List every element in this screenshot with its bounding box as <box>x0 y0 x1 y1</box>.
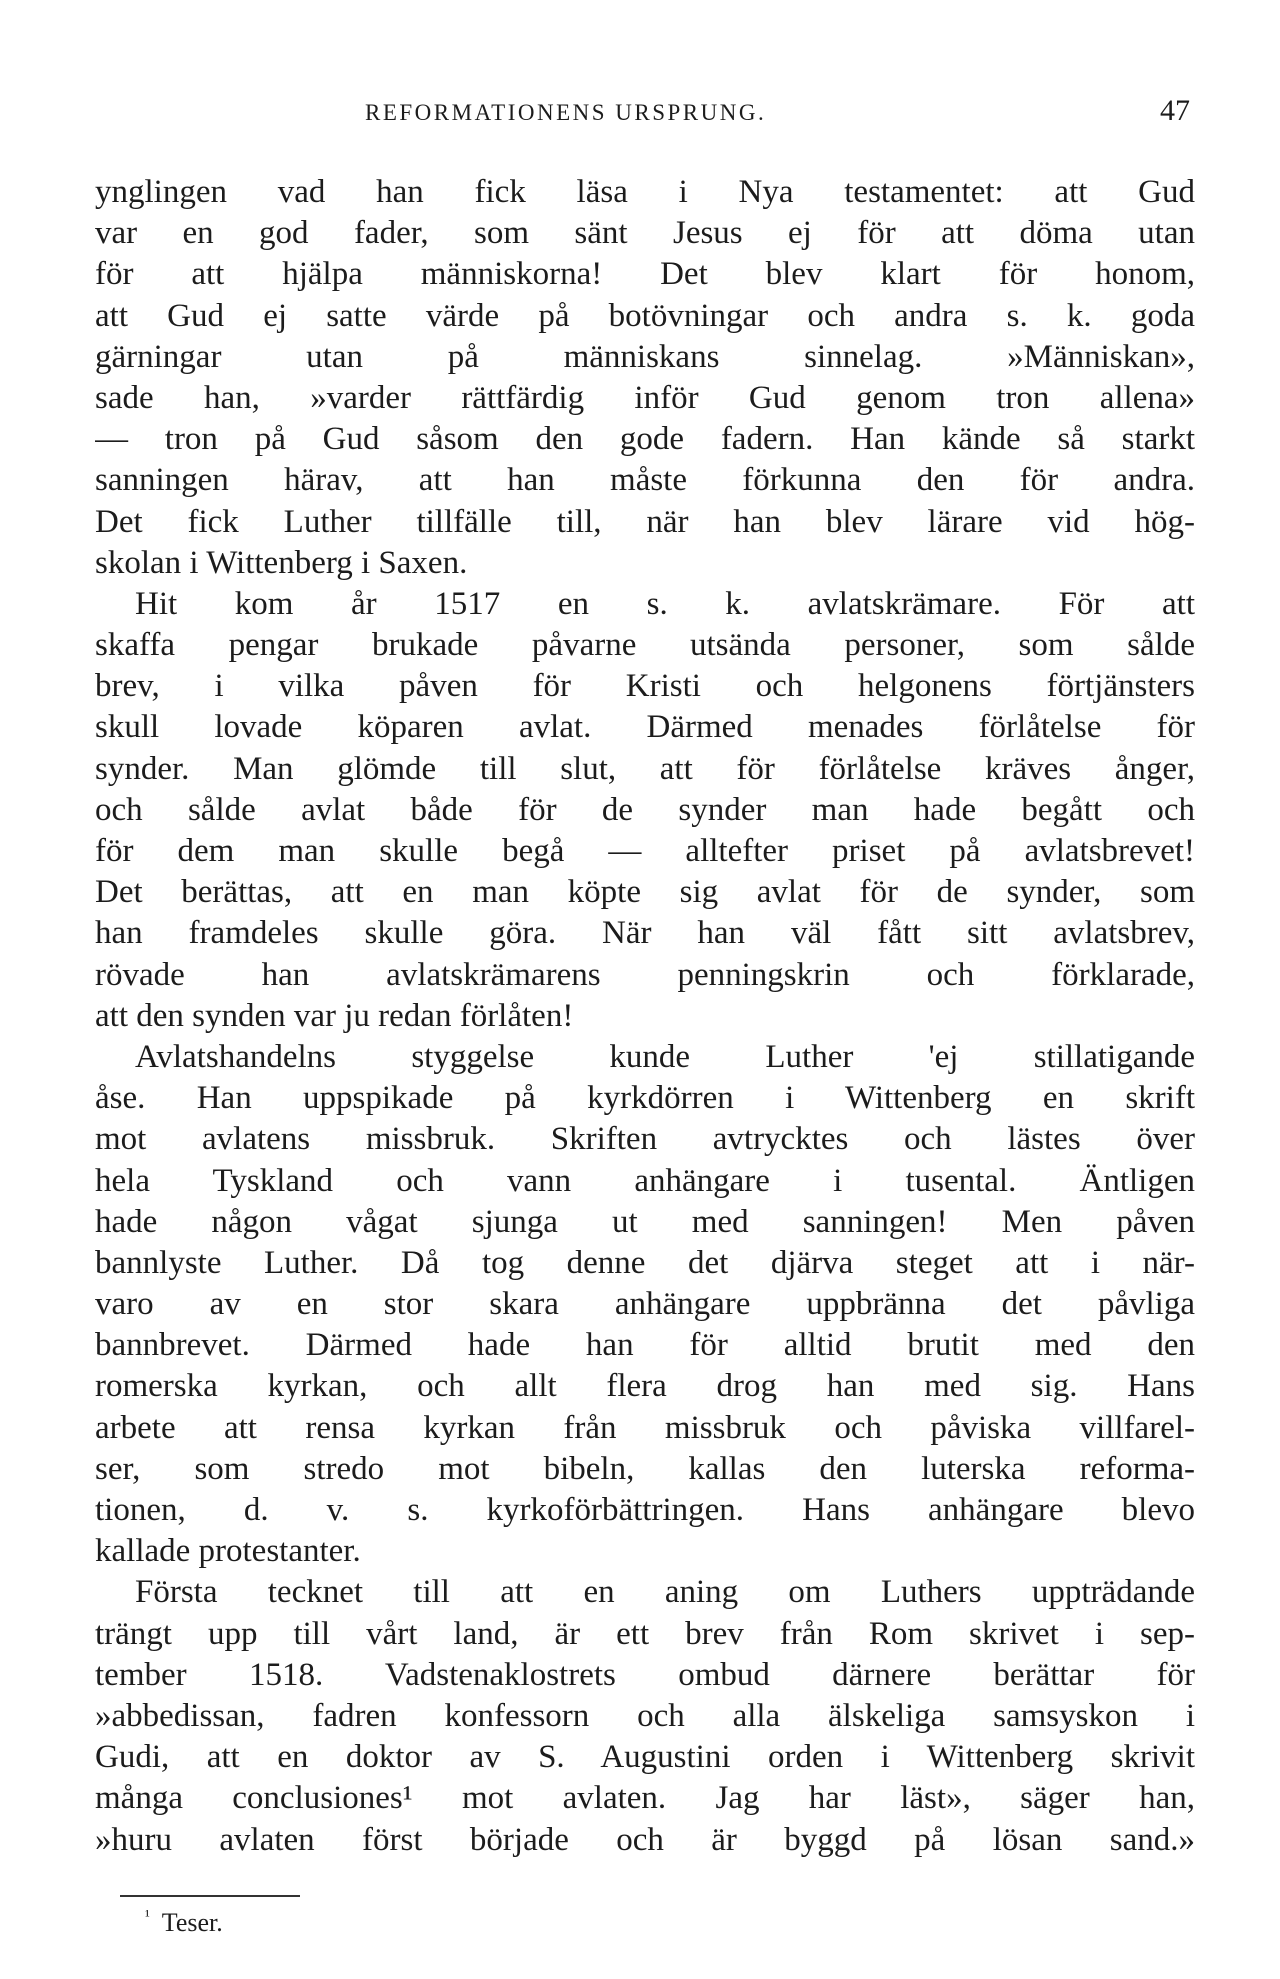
text-line: och sålde avlat både för de synder man hade begått och <box>95 791 1195 828</box>
text-line: åse. Han uppspikade på kyrkdörren i Wittenberg en skrift <box>95 1080 1195 1117</box>
text-line: — tron på Gud såsom den gode fadern. Han kände så starkt <box>95 421 1195 458</box>
text-line: tionen, d. v. s. kyrkoförbättringen. Hans anhängare blevo <box>95 1492 1195 1528</box>
text-line: Det berättas, att en man köpte sig avlat för de synder, som <box>95 874 1195 911</box>
text-line: Första tecknet till att en aning om Luthers uppträdande <box>135 1574 1195 1611</box>
text-line: bannbrevet. Därmed hade han för alltid brutit med den <box>95 1327 1195 1364</box>
text-line: var en god fader, som sänt Jesus ej för att döma utan <box>95 215 1195 252</box>
text-line: hela Tyskland och vann anhängare i tusental. Äntligen <box>95 1162 1195 1199</box>
footnote-marker: ¹ <box>145 1908 150 1926</box>
text-line: trängt upp till vårt land, är ett brev från Rom skrivet i sep- <box>95 1615 1195 1652</box>
text-line: arbete att rensa kyrkan från missbruk och påviska villfarel- <box>95 1409 1195 1446</box>
text-line: att Gud ej satte värde på botövningar och andra s. k. goda <box>95 297 1195 334</box>
running-head <box>95 94 1190 140</box>
text-line: skolan i Wittenberg i Saxen. <box>95 544 468 581</box>
text-line: tember 1518. Vadstenaklostrets ombud därnere berättar för <box>95 1656 1195 1693</box>
text-line: synder. Man glömde till slut, att för förlåtelse kräves ånger, <box>95 750 1195 787</box>
text-line: »huru avlaten först började och är byggd på lösan sand.» <box>95 1821 1195 1858</box>
footnote-text: Teser. <box>161 1908 223 1937</box>
text-line: »abbedissan, fadren konfessorn och alla älskeliga samsyskon i <box>95 1697 1195 1734</box>
text-line: hade någon vågat sjunga ut med sanningen! Men påven <box>95 1203 1195 1240</box>
text-line: brev, i vilka påven för Kristi och helgonens förtjänsters <box>95 668 1195 705</box>
text-line: för att hjälpa människorna! Det blev klart för honom, <box>95 256 1195 293</box>
text-line: han framdeles skulle göra. När han väl fått sitt avlatsbrev, <box>95 915 1195 952</box>
text-line: många conclusiones¹ mot avlaten. Jag har läst», säger han, <box>95 1780 1195 1817</box>
text-line: kallade protestanter. <box>95 1533 361 1570</box>
text-line: bannlyste Luther. Då tog denne det djärva steget att i när- <box>95 1244 1195 1281</box>
text-line: ynglingen vad han fick läsa i Nya testamentet: att Gud <box>95 174 1195 210</box>
text-line: att den synden var ju redan förlåten! <box>95 997 574 1034</box>
text-line: gärningar utan på människans sinnelag. »Människan», <box>95 338 1195 375</box>
text-line: Gudi, att en doktor av S. Augustini orden i Wittenberg skrivit <box>95 1739 1195 1776</box>
text-line: Avlatshandelns styggelse kunde Luther 'ej stillatigande <box>135 1038 1195 1075</box>
footnote-rule <box>120 1895 300 1897</box>
text-line: skull lovade köparen avlat. Därmed menades förlåtelse för <box>95 709 1195 746</box>
footnote <box>145 1908 223 1938</box>
text-line: sade han, »varder rättfärdig inför Gud genom tron allena» <box>95 379 1195 416</box>
text-line: rövade han avlatskrämarens penningskrin och förklarade, <box>95 956 1195 993</box>
text-line: varo av en stor skara anhängare uppbränna det påvliga <box>95 1286 1195 1323</box>
text-line: ser, som stredo mot bibeln, kallas den luterska reforma- <box>95 1450 1195 1487</box>
text-line: sanningen härav, att han måste förkunna den för andra. <box>95 462 1195 499</box>
text-line: Det fick Luther tillfälle till, när han blev lärare vid hög- <box>95 503 1195 540</box>
text-line: romerska kyrkan, och allt flera drog han med sig. Hans <box>95 1368 1195 1405</box>
text-line: Hit kom år 1517 en s. k. avlatskrämare. För att <box>135 585 1195 622</box>
page-number: 47 <box>1160 94 1190 127</box>
text-line: skaffa pengar brukade påvarne utsända personer, som sålde <box>95 627 1195 664</box>
text-line: mot avlatens missbruk. Skriften avtrycktes och lästes över <box>95 1121 1195 1158</box>
text-line: för dem man skulle begå — alltefter priset på avlatsbrevet! <box>95 833 1195 869</box>
body-text <box>95 172 1195 1861</box>
running-title: REFORMATIONENS URSPRUNG. <box>365 100 767 125</box>
